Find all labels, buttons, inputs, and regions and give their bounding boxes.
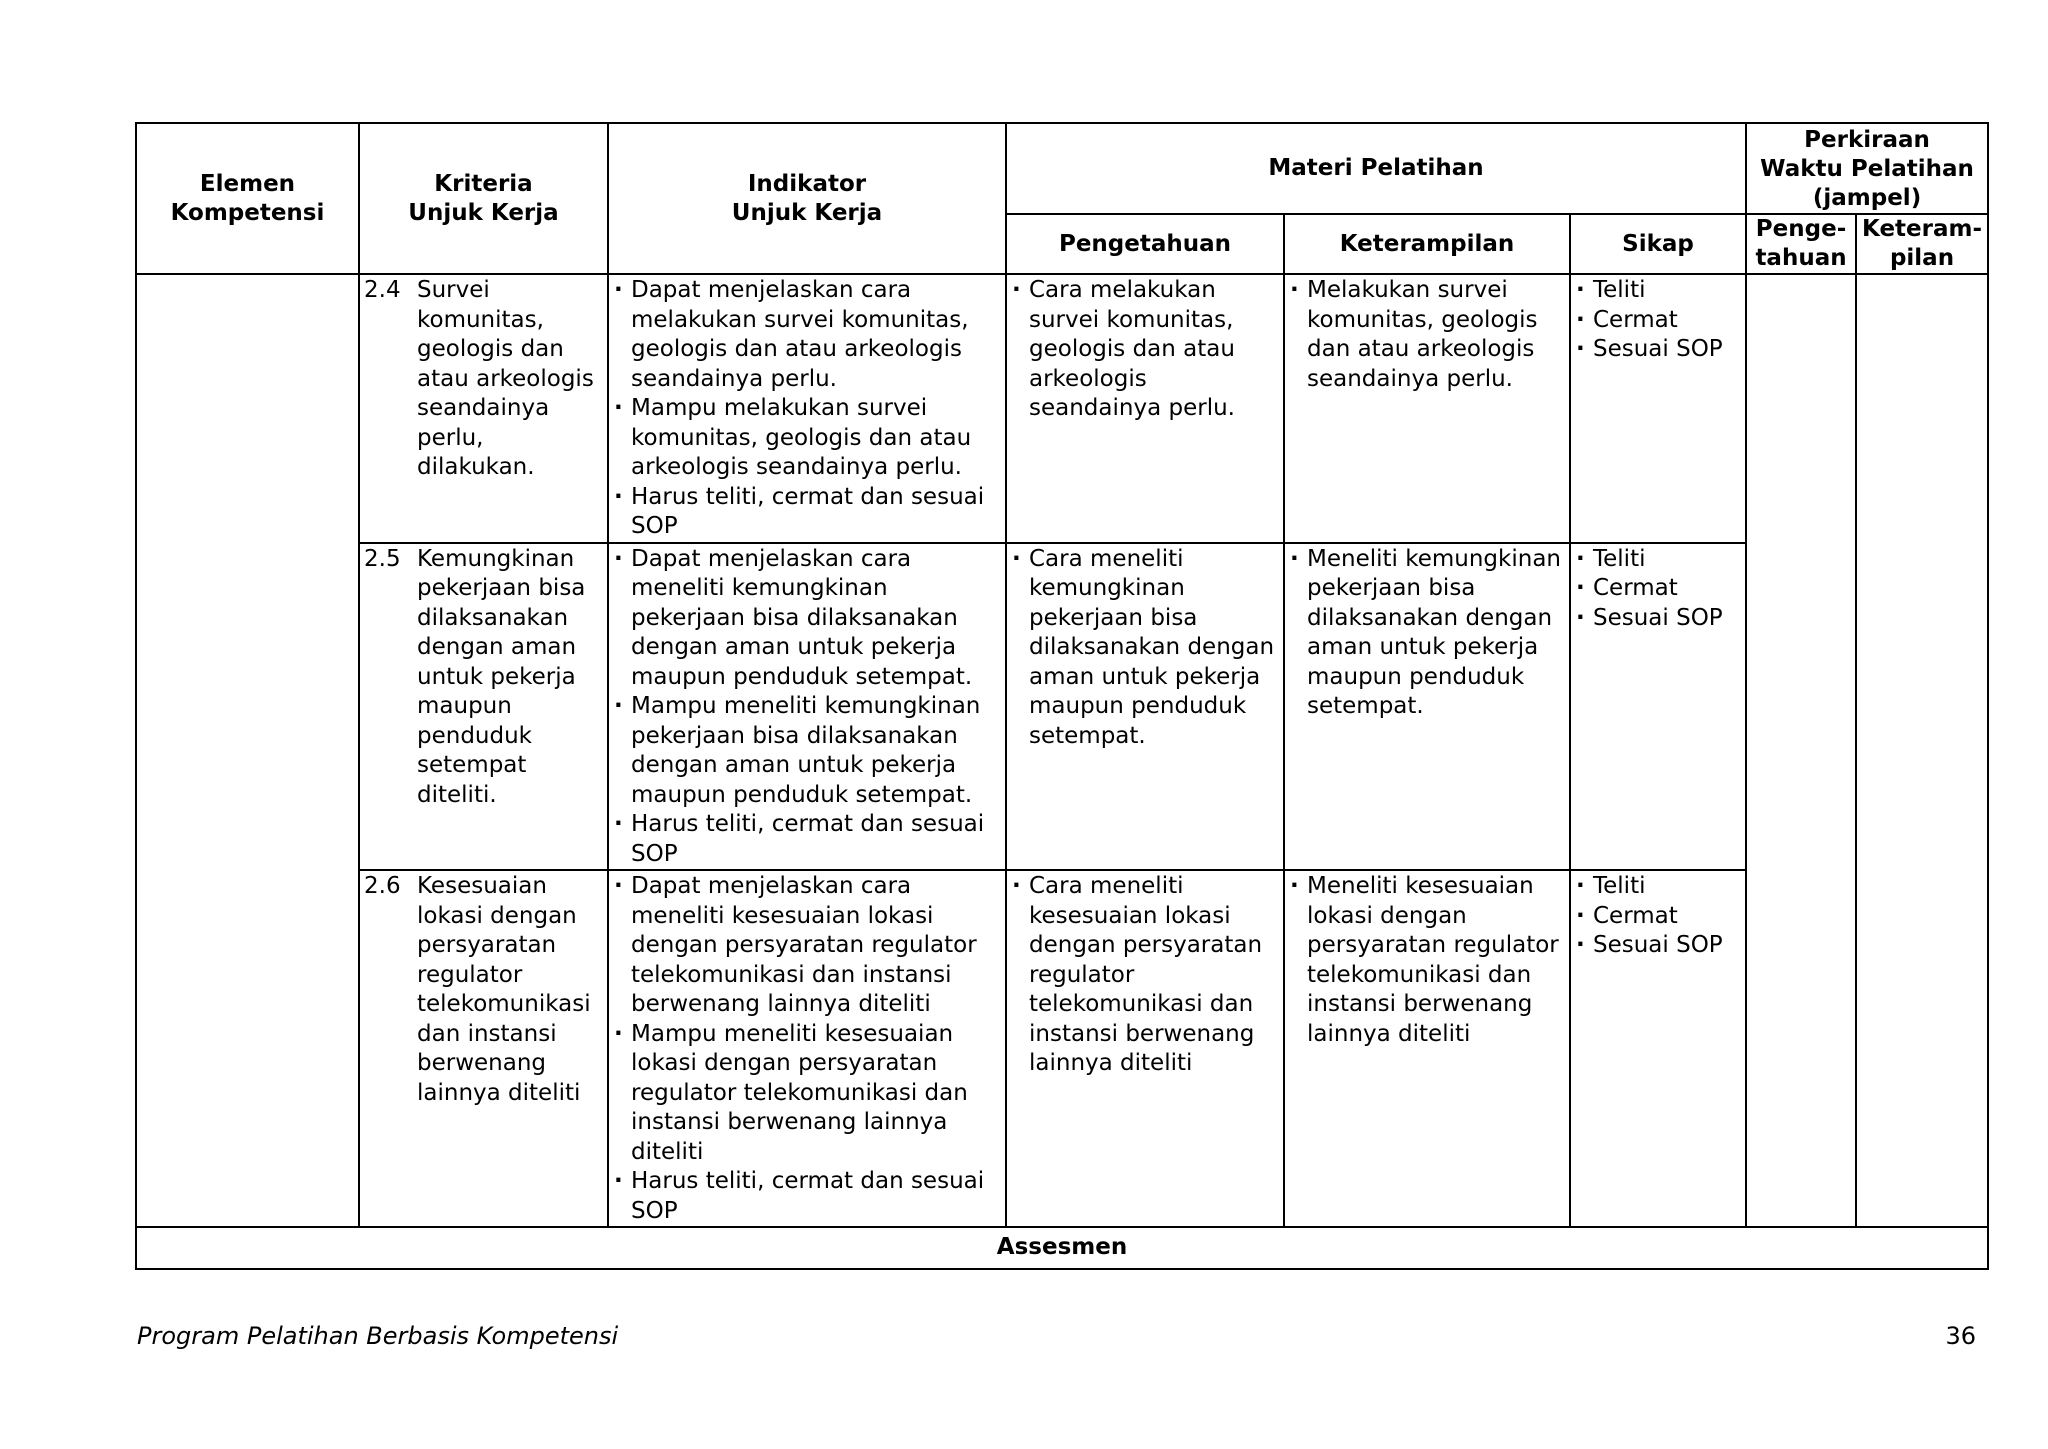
kuk-number: 2.5: [364, 545, 401, 572]
list-item: · Cermat: [1575, 902, 1737, 932]
list-item: · Dapat menjelaskan cara meneliti kesesuaian lokasi dengan persyaratan regulator telekomunikasi dan instansi berwenang lainnya diteliti: [613, 872, 997, 1020]
header-elemen-kompetensi: [136, 123, 359, 274]
table-row: [136, 870, 1988, 1227]
header-perkiraan-waktu: [1746, 123, 1988, 214]
footer-program-title: Program Pelatihan Berbasis Kompetensi: [137, 1322, 619, 1350]
assessment-label: Assesmen: [136, 1227, 1988, 1269]
kuk-text: Kemungkinan pekerjaan bisa dilaksanakan dengan aman untuk pekerja maupun penduduk setempat diteliti.: [417, 545, 586, 808]
table-row: [136, 543, 1988, 871]
list-item: · Harus teliti, cermat dan sesuai SOP: [613, 483, 997, 542]
list-item: · Teliti: [1575, 872, 1737, 902]
list-item: · Meneliti kemungkinan pekerjaan bisa dilaksanakan dengan aman untuk pekerja maupun penduduk setempat.: [1289, 545, 1561, 722]
kuk-text: Kesesuaian lokasi dengan persyaratan regulator telekomunikasi dan instansi berwenang lainnya diteliti: [417, 873, 591, 1106]
list-item: · Teliti: [1575, 276, 1737, 306]
header-waktu-peng-line2: tahuan: [1755, 245, 1847, 271]
header-pengetahuan: Pengetahuan: [1006, 214, 1284, 274]
keterampilan-cell: [1284, 274, 1570, 543]
table-row: [136, 274, 1988, 543]
header-kriteria-unjuk-kerja: [359, 123, 608, 274]
kuk-cell: [359, 543, 608, 871]
waktu-keterampilan-cell: [1856, 274, 1988, 1227]
list-item: · Harus teliti, cermat dan sesuai SOP: [613, 810, 997, 869]
header-keterampilan: Keterampilan: [1284, 214, 1570, 274]
header-perkiraan-line3: (jampel): [1812, 185, 1922, 211]
kuk-number: 2.6: [364, 873, 401, 899]
header-elemen-line1: Elemen: [199, 170, 296, 197]
list-item: · Cermat: [1575, 574, 1737, 604]
header-elemen-line2: Kompetensi: [170, 199, 325, 226]
list-item: · Dapat menjelaskan cara melakukan survei komunitas, geologis dan atau arkeologis seandainya perlu.: [613, 276, 997, 394]
header-indikator-line1: Indikator: [747, 170, 867, 197]
list-item: · Dapat menjelaskan cara meneliti kemungkinan pekerjaan bisa dilaksanakan dengan aman untuk pekerja maupun penduduk setempat.: [613, 545, 997, 693]
list-item: · Melakukan survei komunitas, geologis dan atau arkeologis seandainya perlu.: [1289, 276, 1561, 394]
list-item: · Cara melakukan survei komunitas, geologis dan atau arkeologis seandainya perlu.: [1011, 276, 1275, 424]
header-waktu-peng-line1: Penge-: [1755, 216, 1847, 242]
header-waktu-ket-line2: pilan: [1889, 245, 1955, 271]
kuk-cell: [359, 870, 608, 1227]
list-item: · Cara meneliti kemungkinan pekerjaan bisa dilaksanakan dengan aman untuk pekerja maupun penduduk setempat.: [1011, 545, 1275, 752]
kuk-number: 2.4: [364, 277, 401, 303]
list-item: · Teliti: [1575, 545, 1737, 575]
list-item: · Cara meneliti kesesuaian lokasi dengan persyaratan regulator telekomunikasi dan instansi berwenang lainnya diteliti: [1011, 872, 1275, 1079]
waktu-pengetahuan-cell: [1746, 274, 1856, 1227]
indikator-cell: [608, 274, 1006, 543]
pengetahuan-cell: [1006, 543, 1284, 871]
header-indikator-line2: Unjuk Kerja: [731, 199, 883, 226]
header-perkiraan-line2: Waktu Pelatihan: [1760, 156, 1974, 182]
sikap-cell: [1570, 543, 1746, 871]
header-kriteria-line2: Unjuk Kerja: [408, 199, 559, 226]
keterampilan-cell: [1284, 870, 1570, 1227]
sikap-cell: [1570, 870, 1746, 1227]
list-item: · Mampu melakukan survei komunitas, geologis dan atau arkeologis seandainya perlu.: [613, 394, 997, 483]
keterampilan-cell: [1284, 543, 1570, 871]
header-kriteria-line1: Kriteria: [434, 170, 533, 197]
indikator-cell: [608, 543, 1006, 871]
header-waktu-ket-line1: Keteram-: [1862, 216, 1983, 242]
list-item: · Mampu meneliti kesesuaian lokasi dengan persyaratan regulator telekomunikasi dan instansi berwenang lainnya diteliti: [613, 1020, 997, 1168]
elemen-kompetensi-cell: [136, 274, 359, 1227]
kuk-text: Survei komunitas, geologis dan atau arkeologis seandainya perlu, dilakukan.: [417, 277, 594, 480]
list-item: · Sesuai SOP: [1575, 335, 1737, 365]
footer-page-number: 36: [1945, 1322, 1976, 1350]
header-sikap: Sikap: [1570, 214, 1746, 274]
kuk-cell: [359, 274, 608, 543]
pengetahuan-cell: [1006, 870, 1284, 1227]
header-waktu-keterampilan: [1856, 214, 1988, 274]
list-item: · Mampu meneliti kemungkinan pekerjaan bisa dilaksanakan dengan aman untuk pekerja maupun penduduk setempat.: [613, 692, 997, 810]
header-perkiraan-line1: Perkiraan: [1804, 127, 1930, 153]
list-item: · Harus teliti, cermat dan sesuai SOP: [613, 1167, 997, 1226]
list-item: · Cermat: [1575, 306, 1737, 336]
list-item: · Sesuai SOP: [1575, 931, 1737, 961]
list-item: · Sesuai SOP: [1575, 604, 1737, 634]
header-materi-pelatihan: Materi Pelatihan: [1006, 123, 1746, 214]
indikator-cell: [608, 870, 1006, 1227]
competency-table: [135, 122, 1989, 1270]
pengetahuan-cell: [1006, 274, 1284, 543]
list-item: · Meneliti kesesuaian lokasi dengan persyaratan regulator telekomunikasi dan instansi berwenang lainnya diteliti: [1289, 872, 1561, 1049]
header-waktu-pengetahuan: [1746, 214, 1856, 274]
sikap-cell: [1570, 274, 1746, 543]
header-indikator-unjuk-kerja: [608, 123, 1006, 274]
